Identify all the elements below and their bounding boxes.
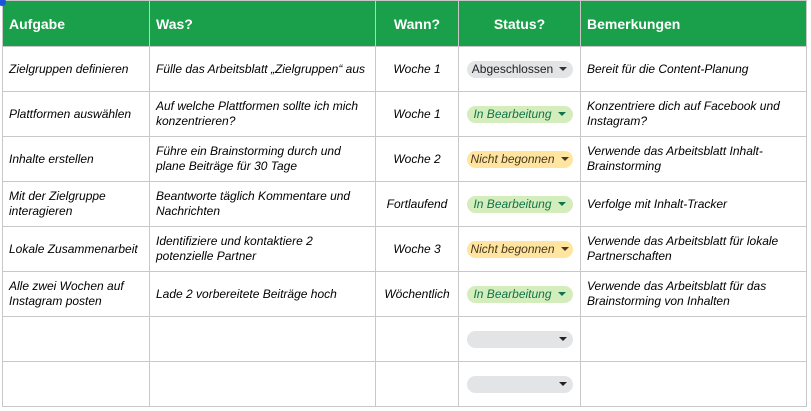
cell-when[interactable]: Woche 3 — [376, 227, 459, 272]
cell-status — [459, 227, 581, 272]
cell-when[interactable]: Woche 1 — [376, 47, 459, 92]
cell-what[interactable] — [150, 362, 376, 407]
cell-notes[interactable]: Verwende das Arbeitsblatt für das Brainstorming von Inhalten — [581, 272, 807, 317]
cell-status — [459, 317, 581, 362]
cell-task[interactable]: Plattformen auswählen — [3, 92, 150, 137]
table-row — [3, 317, 807, 362]
header-when[interactable]: Wann? — [376, 1, 459, 47]
cell-what[interactable]: Führe ein Brainstorming durch und plane Beiträge für 30 Tage — [150, 137, 376, 182]
status-dropdown[interactable] — [467, 61, 573, 78]
cell-what[interactable]: Auf welche Plattformen sollte ich mich konzentrieren? — [150, 92, 376, 137]
header-notes[interactable]: Bemerkungen — [581, 1, 807, 47]
cell-notes[interactable]: Bereit für die Content-Planung — [581, 47, 807, 92]
header-row — [3, 1, 807, 47]
status-dropdown[interactable] — [467, 196, 573, 213]
cell-what[interactable] — [150, 317, 376, 362]
status-dropdown[interactable] — [467, 106, 573, 123]
cell-status — [459, 92, 581, 137]
cell-task[interactable]: Inhalte erstellen — [3, 137, 150, 182]
status-label: Nicht begonnen — [470, 241, 555, 256]
cell-task[interactable] — [3, 362, 150, 407]
status-dropdown[interactable] — [467, 286, 573, 303]
dropdown-arrow-icon — [559, 337, 567, 341]
cell-when[interactable]: Wöchentlich — [376, 272, 459, 317]
dropdown-arrow-icon — [558, 292, 566, 296]
cell-task[interactable]: Mit der Zielgruppe interagieren — [3, 182, 150, 227]
header-what[interactable]: Was? — [150, 1, 376, 47]
cell-what[interactable]: Fülle das Arbeitsblatt „Zielgruppen“ aus — [150, 47, 376, 92]
cell-when[interactable]: Woche 1 — [376, 92, 459, 137]
header-status[interactable]: Status? — [459, 1, 581, 47]
cell-status — [459, 272, 581, 317]
status-label: In Bearbeitung — [473, 286, 552, 301]
task-table — [2, 0, 807, 407]
header-task[interactable]: Aufgabe — [3, 1, 150, 47]
cell-when[interactable] — [376, 362, 459, 407]
cell-status — [459, 182, 581, 227]
table-row — [3, 47, 807, 92]
cell-what[interactable]: Identifiziere und kontaktiere 2 potenzielle Partner — [150, 227, 376, 272]
cell-notes[interactable] — [581, 317, 807, 362]
table-row — [3, 362, 807, 407]
cell-task[interactable] — [3, 317, 150, 362]
status-dropdown[interactable] — [467, 151, 573, 168]
dropdown-arrow-icon — [558, 112, 566, 116]
table-row — [3, 272, 807, 317]
table-row — [3, 92, 807, 137]
cell-when[interactable] — [376, 317, 459, 362]
cell-what[interactable]: Beantworte täglich Kommentare und Nachrichten — [150, 182, 376, 227]
dropdown-arrow-icon — [558, 202, 566, 206]
dropdown-arrow-icon — [561, 157, 569, 161]
cell-notes[interactable]: Verfolge mit Inhalt-Tracker — [581, 182, 807, 227]
cell-notes[interactable]: Konzentriere dich auf Facebook und Instagram? — [581, 92, 807, 137]
status-label: In Bearbeitung — [473, 196, 552, 211]
cell-task[interactable]: Alle zwei Wochen auf Instagram posten — [3, 272, 150, 317]
table-row — [3, 227, 807, 272]
cell-task[interactable]: Zielgruppen definieren — [3, 47, 150, 92]
status-label: Abgeschlossen — [471, 61, 554, 76]
status-dropdown[interactable] — [467, 331, 573, 348]
dropdown-arrow-icon — [559, 382, 567, 386]
dropdown-arrow-icon — [559, 67, 567, 71]
status-label: In Bearbeitung — [473, 106, 552, 121]
cell-notes[interactable] — [581, 362, 807, 407]
cell-notes[interactable]: Verwende das Arbeitsblatt für lokale Partnerschaften — [581, 227, 807, 272]
status-label: Nicht begonnen — [470, 151, 555, 166]
cell-status — [459, 362, 581, 407]
cell-status — [459, 47, 581, 92]
status-dropdown[interactable] — [467, 376, 573, 393]
table-row — [3, 182, 807, 227]
status-dropdown[interactable] — [467, 241, 573, 258]
table-row — [3, 137, 807, 182]
cell-status — [459, 137, 581, 182]
cell-notes[interactable]: Verwende das Arbeitsblatt Inhalt-Brainstorming — [581, 137, 807, 182]
cell-when[interactable]: Fortlaufend — [376, 182, 459, 227]
cell-what[interactable]: Lade 2 vorbereitete Beiträge hoch — [150, 272, 376, 317]
cell-when[interactable]: Woche 2 — [376, 137, 459, 182]
dropdown-arrow-icon — [561, 247, 569, 251]
cell-task[interactable]: Lokale Zusammenarbeit — [3, 227, 150, 272]
